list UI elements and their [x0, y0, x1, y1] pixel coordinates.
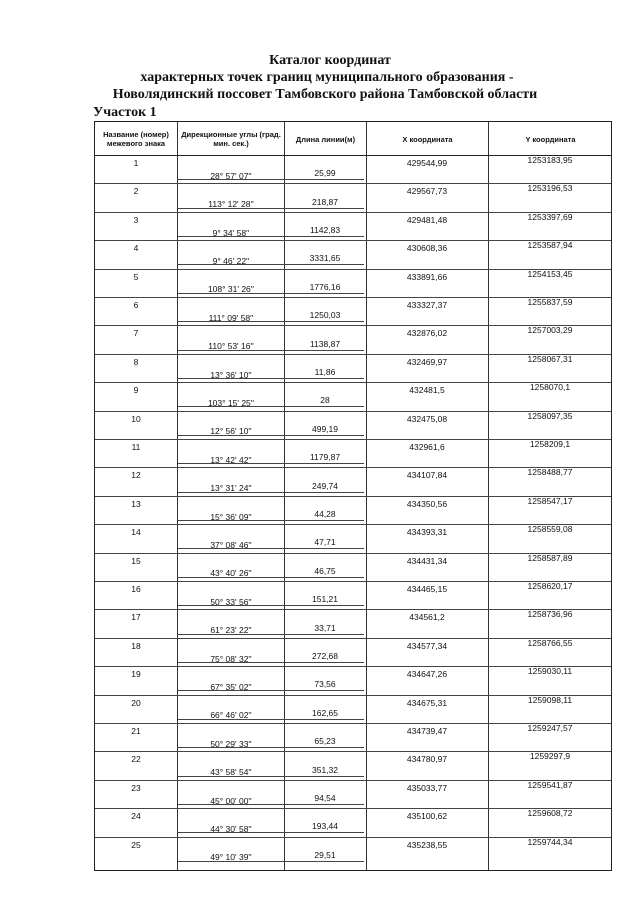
line-length: 1179,87 [309, 452, 341, 463]
row-divider [178, 634, 364, 635]
line-length: 499,19 [312, 423, 338, 434]
y-coordinate: 1253183,95 [527, 155, 573, 165]
point-number: 20 [131, 697, 141, 708]
x-coordinate: 432475,08 [406, 413, 448, 424]
x-coordinate: 434107,84 [406, 470, 448, 481]
header-x: X координата [402, 134, 453, 144]
y-coordinate: 1258209,1 [529, 439, 571, 449]
direction-angle: 50° 29' 33'' [210, 738, 252, 749]
row-divider [178, 747, 364, 748]
x-coordinate: 434675,31 [406, 697, 448, 708]
direction-angle: 13° 36' 10'' [210, 369, 252, 380]
point-number: 6 [133, 300, 139, 310]
title-line-1: Каталог координат [269, 53, 391, 68]
row-divider [178, 492, 364, 493]
y-coordinate: 1258587,89 [527, 552, 573, 563]
point-number: 12 [131, 470, 141, 481]
x-coordinate: 434780,97 [406, 754, 448, 765]
direction-angle: 66° 46' 02'' [210, 710, 252, 721]
row-divider [178, 293, 364, 294]
x-coordinate: 432481,5 [409, 385, 445, 396]
point-number: 19 [131, 669, 141, 680]
point-number: 14 [131, 527, 141, 538]
point-number: 16 [131, 584, 141, 594]
line-length: 1776,16 [309, 281, 341, 292]
x-coordinate: 434647,26 [406, 669, 448, 680]
direction-angle: 9° 46' 22'' [212, 255, 250, 266]
document-title [0, 52, 640, 103]
y-coordinate: 1259030,11 [527, 666, 573, 677]
direction-angle: 108° 31' 26'' [207, 284, 255, 295]
direction-angle: 103° 15' 25'' [207, 397, 255, 408]
x-coordinate: 435238,55 [406, 839, 448, 850]
direction-angle: 28° 57' 07'' [210, 170, 252, 181]
line-length: 3331,65 [309, 253, 341, 264]
point-number: 17 [131, 612, 141, 623]
y-coordinate: 1258488,77 [527, 467, 573, 478]
point-number: 7 [133, 328, 139, 339]
point-number: 23 [131, 782, 141, 793]
row-divider [178, 264, 364, 265]
point-number: 3 [133, 214, 139, 225]
direction-angle: 37° 08' 46'' [210, 539, 252, 550]
y-coordinate: 1258620,17 [527, 581, 573, 591]
direction-angle: 13° 31' 24'' [210, 483, 252, 494]
line-length: 65,23 [314, 736, 336, 747]
x-coordinate: 434393,31 [406, 527, 448, 538]
row-divider [178, 832, 364, 833]
coordinates-table [94, 121, 612, 871]
y-coordinate: 1258547,17 [527, 495, 573, 506]
direction-angle: 61° 23' 22'' [210, 625, 252, 636]
x-coordinate: 433327,37 [406, 300, 448, 310]
row-divider [178, 406, 364, 407]
point-number: 11 [131, 442, 141, 452]
line-length: 94,54 [314, 793, 336, 803]
x-coordinate: 434350,56 [406, 498, 448, 509]
point-number: 5 [133, 271, 139, 282]
direction-angle: 43° 40' 26'' [210, 568, 252, 579]
row-divider [178, 208, 364, 209]
x-coordinate: 429544,99 [406, 158, 448, 168]
y-coordinate: 1258559,08 [527, 524, 573, 535]
y-coordinate: 1259541,87 [527, 779, 573, 790]
line-length: 151,21 [312, 594, 338, 605]
y-coordinate: 1259247,57 [527, 723, 573, 733]
y-coordinate: 1258097,35 [527, 410, 573, 421]
point-number: 13 [131, 498, 141, 509]
point-number: 25 [131, 839, 141, 850]
y-coordinate: 1259608,72 [527, 808, 573, 819]
y-coordinate: 1255837,59 [527, 297, 573, 307]
direction-angle: 49° 10' 39'' [210, 852, 252, 863]
y-coordinate: 1253397,69 [527, 211, 573, 222]
direction-angle: 45° 00' 00'' [210, 795, 252, 806]
direction-angle: 67° 35' 02'' [210, 681, 252, 692]
line-length: 1250,03 [309, 310, 341, 321]
y-coordinate: 1257003,29 [527, 325, 573, 336]
direction-angle: 111° 09' 58'' [208, 312, 254, 323]
x-coordinate: 434561,2 [409, 612, 445, 623]
header-angle: Дирекционные углы (град. мин. сек.) [181, 130, 281, 148]
x-coordinate: 432469,97 [406, 356, 448, 367]
row-divider [178, 605, 364, 606]
row-divider [178, 378, 364, 379]
x-coordinate: 429481,48 [406, 214, 448, 225]
row-divider [178, 463, 364, 464]
row-divider [178, 435, 364, 436]
line-length: 11,86 [314, 367, 336, 377]
direction-angle: 113° 12' 28'' [208, 199, 254, 210]
direction-angle: 75° 08' 32'' [210, 653, 252, 664]
line-length: 29,51 [314, 849, 336, 860]
header-name: Название (номер) межевого знака [103, 130, 169, 148]
row-divider [178, 690, 364, 691]
row-divider [178, 719, 364, 720]
x-coordinate: 435033,77 [406, 782, 448, 793]
line-length: 28 [320, 395, 330, 406]
point-number: 18 [131, 640, 141, 651]
x-coordinate: 432961,6 [409, 442, 445, 452]
x-coordinate: 435100,62 [406, 811, 448, 822]
x-coordinate: 429567,73 [406, 186, 448, 197]
direction-angle: 43° 58' 54'' [210, 767, 252, 778]
point-number: 4 [133, 243, 139, 254]
line-length: 218,87 [312, 196, 338, 207]
y-coordinate: 1259744,34 [527, 836, 573, 847]
title-line-3: Новолядинский поссовет Тамбовского района Тамбовской области [112, 87, 538, 102]
point-number: 9 [133, 385, 139, 396]
direction-angle: 12° 56' 10'' [210, 426, 252, 437]
row-divider [178, 861, 364, 862]
direction-angle: 9° 34' 58'' [212, 227, 250, 238]
line-length: 33,71 [314, 622, 336, 633]
y-coordinate: 1253587,94 [527, 240, 573, 251]
x-coordinate: 434739,47 [406, 726, 448, 736]
row-divider [178, 662, 364, 663]
point-number: 22 [131, 754, 141, 765]
line-length: 44,28 [314, 509, 336, 519]
point-number: 21 [131, 726, 141, 736]
point-number: 8 [133, 356, 139, 367]
title-line-2: характерных точек границ муниципального образования - [140, 70, 514, 85]
x-coordinate: 433891,66 [406, 271, 448, 282]
row-divider [178, 776, 364, 777]
header-length: Длина линии(м) [295, 134, 356, 144]
line-length: 1142,83 [309, 225, 341, 235]
line-length: 272,68 [312, 651, 338, 661]
y-coordinate: 1258766,55 [527, 637, 573, 648]
direction-angle: 15° 36' 09'' [210, 511, 252, 522]
table-body [95, 156, 611, 870]
y-coordinate: 1258736,96 [527, 609, 573, 620]
row-divider [178, 321, 364, 322]
y-coordinate: 1259297,9 [529, 751, 571, 762]
y-coordinate: 1258070,1 [529, 382, 571, 393]
point-number: 24 [131, 811, 141, 822]
section-label: Участок 1 [93, 105, 157, 120]
line-length: 162,65 [312, 707, 338, 718]
point-number: 2 [133, 186, 139, 197]
direction-angle: 50° 33' 56'' [210, 596, 252, 607]
row-divider [178, 350, 364, 351]
row-divider [178, 520, 364, 521]
line-length: 351,32 [312, 764, 338, 775]
line-length: 1138,87 [309, 338, 341, 349]
line-length: 47,71 [314, 537, 336, 548]
direction-angle: 44° 30' 58'' [210, 823, 252, 834]
line-length: 249,74 [312, 480, 338, 491]
row-divider [178, 179, 364, 180]
x-coordinate: 430608,36 [406, 243, 448, 254]
row-divider [178, 548, 364, 549]
x-coordinate: 434577,34 [406, 640, 448, 651]
row-divider [178, 804, 364, 805]
x-coordinate: 434465,15 [406, 584, 448, 594]
direction-angle: 13° 42' 42'' [210, 454, 252, 465]
header-y: Y координата [525, 134, 576, 144]
y-coordinate: 1253196,53 [527, 183, 573, 194]
y-coordinate: 1254153,45 [527, 268, 573, 279]
point-number: 1 [133, 158, 139, 168]
x-coordinate: 434431,34 [406, 555, 448, 566]
y-coordinate: 1258067,31 [527, 353, 573, 364]
line-length: 46,75 [314, 565, 336, 576]
direction-angle: 110° 53' 16'' [208, 341, 254, 352]
line-length: 73,56 [314, 679, 336, 690]
row-divider [178, 577, 364, 578]
line-length: 25,99 [314, 168, 336, 179]
point-number: 15 [131, 555, 141, 566]
row-divider [178, 236, 364, 237]
line-length: 193,44 [312, 821, 338, 832]
y-coordinate: 1259098,11 [527, 694, 573, 705]
point-number: 10 [131, 413, 141, 424]
x-coordinate: 432876,02 [406, 328, 448, 339]
